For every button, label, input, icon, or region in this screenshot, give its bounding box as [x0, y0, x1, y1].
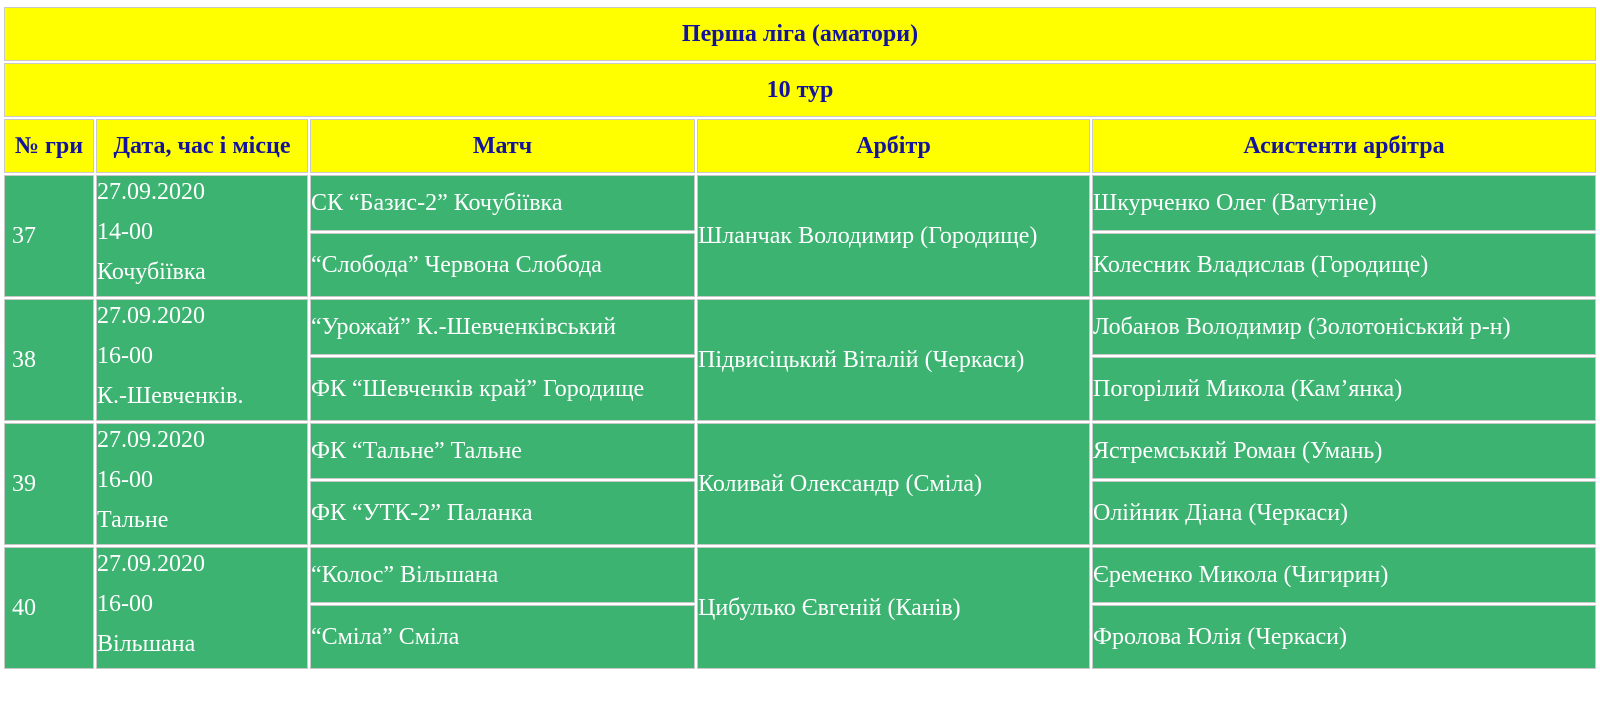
match-date: 27.09.2020 — [97, 179, 205, 205]
assistant-referee-2: Олійник Діана (Черкаси) — [1092, 481, 1596, 545]
home-team: СК “Базис-2” Кочубіївка — [310, 175, 695, 231]
home-team: “Колос” Вільшана — [310, 547, 695, 603]
match-time: 14-00 — [97, 219, 153, 245]
match-time: 16-00 — [97, 591, 153, 617]
match-place: Кочубіївка — [97, 259, 206, 285]
referee: Шланчак Володимир (Городище) — [697, 175, 1090, 297]
home-team: “Урожай” К.-Шевченківський — [310, 299, 695, 355]
match-date: 27.09.2020 — [97, 427, 205, 453]
match-row — [4, 423, 1596, 479]
referee: Коливай Олександр (Сміла) — [697, 423, 1090, 545]
match-number: 38 — [4, 299, 94, 421]
match-date: 27.09.2020 — [97, 551, 205, 577]
assistant-referee-2: Погорілий Микола (Кам’янка) — [1092, 357, 1596, 421]
referee: Цибулько Євгеній (Канів) — [697, 547, 1090, 669]
match-datetime-place — [96, 423, 308, 545]
away-team: “Слобода” Червона Слобода — [310, 233, 695, 297]
away-team: ФК “Шевченків край” Городище — [310, 357, 695, 421]
round-title-row — [4, 63, 1596, 117]
away-team: “Сміла” Сміла — [310, 605, 695, 669]
fixtures-table — [2, 5, 1598, 671]
match-place: К.-Шевченків. — [97, 383, 244, 409]
match-number: 40 — [4, 547, 94, 669]
match-number: 37 — [4, 175, 94, 297]
round-title: 10 тур — [4, 63, 1596, 117]
match-place: Тальне — [97, 507, 169, 533]
assistant-referee-1: Лобанов Володимир (Золотоніський р-н) — [1092, 299, 1596, 355]
column-header-assistants: Асистенти арбітра — [1092, 119, 1596, 173]
match-row — [4, 299, 1596, 355]
match-datetime-place — [96, 547, 308, 669]
match-datetime-place — [96, 299, 308, 421]
assistant-referee-1: Шкурченко Олег (Ватутіне) — [1092, 175, 1596, 231]
assistant-referee-2: Фролова Юлія (Черкаси) — [1092, 605, 1596, 669]
league-title: Перша ліга (аматори) — [4, 7, 1596, 61]
column-header-referee: Арбітр — [697, 119, 1090, 173]
away-team: ФК “УТК-2” Паланка — [310, 481, 695, 545]
home-team: ФК “Тальне” Тальне — [310, 423, 695, 479]
match-number: 39 — [4, 423, 94, 545]
referee: Підвисіцький Віталій (Черкаси) — [697, 299, 1090, 421]
match-time: 16-00 — [97, 343, 153, 369]
match-place: Вільшана — [97, 631, 196, 657]
column-header-number: № гри — [4, 119, 94, 173]
league-title-row — [4, 7, 1596, 61]
column-header-row — [4, 119, 1596, 173]
assistant-referee-2: Колесник Владислав (Городище) — [1092, 233, 1596, 297]
match-time: 16-00 — [97, 467, 153, 493]
column-header-match: Матч — [310, 119, 695, 173]
match-datetime-place — [96, 175, 308, 297]
match-date: 27.09.2020 — [97, 303, 205, 329]
column-header-datetime: Дата, час і місце — [96, 119, 308, 173]
match-row — [4, 175, 1596, 231]
assistant-referee-1: Ястремський Роман (Умань) — [1092, 423, 1596, 479]
assistant-referee-1: Єременко Микола (Чигирин) — [1092, 547, 1596, 603]
match-row — [4, 547, 1596, 603]
